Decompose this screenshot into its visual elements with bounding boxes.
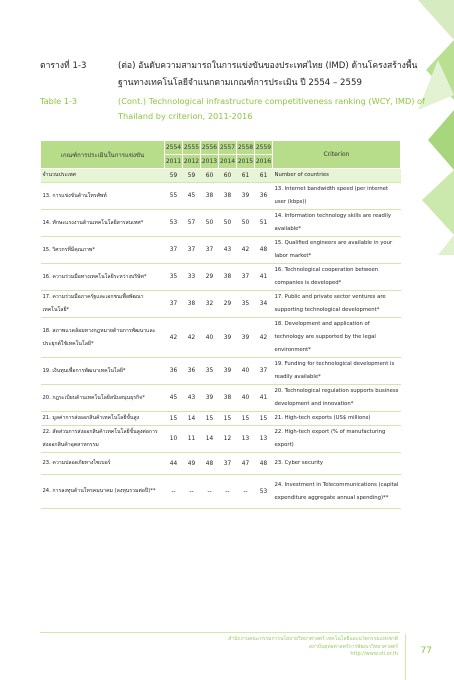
rank-cell: 45 — [183, 183, 201, 210]
rank-cell: 43 — [183, 385, 201, 412]
rank-cell: 36 — [165, 358, 183, 385]
table-row — [41, 318, 401, 358]
rank-cell: 57 — [183, 210, 201, 237]
criterion-thai-cell: 17. ความร่วมมือภาครัฐและเอกชนเพื่อพัฒนาเทคโนโลยี* — [41, 291, 165, 318]
table-number-english: Table 1-3 — [40, 96, 78, 106]
header-criterion-thai: เกณฑ์การประเมินในการแข่งขัน — [41, 141, 165, 169]
header-year-ce: 2015 — [237, 155, 255, 169]
rank-cell: 29 — [201, 264, 219, 291]
footer-line-2: สถาบันยุทธศาสตร์การพัฒนาวิทยาศาสตร์ — [308, 643, 398, 650]
criterion-thai-cell: 22. สัดส่วนการส่งออกสินค้าเทคโนโลยีขั้นสูงต่อการส่งออกสินค้าอุตสาหกรรม — [41, 426, 165, 453]
criterion-english-cell: 16. Technological cooperation between companies is developed* — [273, 264, 401, 291]
rank-cell: 36 — [183, 358, 201, 385]
rank-cell: 39 — [237, 318, 255, 358]
rank-cell: 50 — [201, 210, 219, 237]
rank-cell: 32 — [201, 291, 219, 318]
header-year-be: 2556 — [201, 141, 219, 155]
rank-cell: -- — [165, 475, 183, 509]
table-row — [41, 183, 401, 210]
rank-cell: 36 — [255, 183, 273, 210]
header-year-ce: 2014 — [219, 155, 237, 169]
rank-cell: 37 — [219, 453, 237, 475]
footer-url: http://www.sti.or.th — [350, 651, 398, 657]
header-year-be: 2559 — [255, 141, 273, 155]
rank-cell: 13 — [255, 426, 273, 453]
rank-cell: 39 — [219, 358, 237, 385]
header-year-be: 2555 — [183, 141, 201, 155]
rank-cell: 15 — [165, 412, 183, 426]
rank-cell: 49 — [183, 453, 201, 475]
rank-cell: 38 — [183, 291, 201, 318]
rank-cell: 40 — [201, 318, 219, 358]
decorative-triangles — [398, 0, 454, 255]
criterion-thai-cell: 24. การลงทุนด้านโทรคมนาคม (ลงทุนรวมต่อปี)** — [41, 475, 165, 509]
rank-cell: 40 — [237, 385, 255, 412]
rank-cell: 11 — [183, 426, 201, 453]
header-year-be: 2557 — [219, 141, 237, 155]
rank-cell: 14 — [183, 412, 201, 426]
rank-cell: 55 — [165, 183, 183, 210]
rank-cell: 50 — [219, 210, 237, 237]
rank-cell: 38 — [219, 385, 237, 412]
table-row — [41, 475, 401, 509]
table-body — [41, 169, 401, 509]
rank-cell: 13 — [237, 426, 255, 453]
rank-cell: 48 — [201, 453, 219, 475]
criterion-english-cell: 21. High-tech exports (US$ millions) — [273, 412, 401, 426]
table-row — [41, 210, 401, 237]
rank-cell: 51 — [255, 210, 273, 237]
rank-cell: 15 — [237, 412, 255, 426]
rank-cell: 45 — [165, 385, 183, 412]
table-row — [41, 412, 401, 426]
criterion-english-cell: 15. Qualified engineers are available in your labor market* — [273, 237, 401, 264]
table-row — [41, 453, 401, 475]
rank-cell: 42 — [165, 318, 183, 358]
criterion-english-cell: 13. Internet bandwidth speed (per internet user (kbps)) — [273, 183, 401, 210]
rank-cell: 33 — [183, 264, 201, 291]
table-row — [41, 264, 401, 291]
rank-cell: -- — [219, 475, 237, 509]
criterion-thai-cell: 21. มูลค่าการส่งออกสินค้าเทคโนโลยีขั้นสูง — [41, 412, 165, 426]
rank-cell: 37 — [165, 291, 183, 318]
table-number-thai: ตารางที่ 1-3 — [40, 61, 87, 71]
criterion-thai-cell: 23. ความปลอดภัยทางไซเบอร์ — [41, 453, 165, 475]
rank-cell: -- — [237, 475, 255, 509]
footer-line-1: สำนักงานคณะกรรมการนโยบายวิทยาศาสตร์ เทคโนโลยีและนวัตกรรมแห่งชาติ — [228, 636, 398, 642]
rank-cell: 53 — [255, 475, 273, 509]
rank-cell: 42 — [255, 318, 273, 358]
rank-cell: 15 — [255, 412, 273, 426]
rank-cell: 38 — [219, 264, 237, 291]
header-year-ce: 2012 — [183, 155, 201, 169]
page-number-box — [405, 634, 454, 680]
criterion-thai-cell: จำนวนประเทศ — [41, 169, 165, 183]
header-year-be: 2554 — [165, 141, 183, 155]
rank-cell: 15 — [201, 412, 219, 426]
rank-cell: 48 — [255, 453, 273, 475]
ranking-table — [40, 140, 401, 509]
table-caption-thai: (ต่อ) อันดับความสามารถในการแข่งขันของประเทศไทย (IMD) ด้านโครงสร้างพื้นฐานทางเทคโนโลยีจำแนกตามเกณฑ์การประเมิน ปี 2554 – 2559 — [118, 61, 418, 88]
rank-cell: 50 — [237, 210, 255, 237]
rank-cell: 61 — [255, 169, 273, 183]
criterion-thai-cell: 14. ทักษะแรงงานด้านเทคโนโลยีสารสนเทศ* — [41, 210, 165, 237]
criterion-english-cell: Number of countries — [273, 169, 401, 183]
page-number: 77 — [420, 646, 432, 656]
rank-cell: 12 — [219, 426, 237, 453]
rank-cell: 61 — [237, 169, 255, 183]
rank-cell: 37 — [255, 358, 273, 385]
rank-cell: 42 — [183, 318, 201, 358]
rank-cell: 59 — [183, 169, 201, 183]
rank-cell: 37 — [237, 264, 255, 291]
rank-cell: 48 — [255, 237, 273, 264]
footer-credits — [178, 636, 398, 659]
header-criterion-english: Criterion — [273, 141, 401, 169]
rank-cell: 38 — [201, 183, 219, 210]
criterion-thai-cell: 20. กฎระเบียบด้านเทคโนโลยีสนับสนุนธุรกิจ* — [41, 385, 165, 412]
rank-cell: 37 — [165, 237, 183, 264]
criterion-english-cell: 17. Public and private sector ventures are supporting technological development* — [273, 291, 401, 318]
rank-cell: 34 — [255, 291, 273, 318]
table-caption-english: (Cont.) Technological infrastructure competitiveness ranking (WCY, IMD) of Thailand by criterion, 2011-2016 — [118, 96, 425, 121]
criterion-english-cell: 18. Development and application of technology are supported by the legal environment* — [273, 318, 401, 358]
criterion-english-cell: 23. Cyber security — [273, 453, 401, 475]
criterion-thai-cell: 15. วิศวกรที่มีคุณภาพ* — [41, 237, 165, 264]
footer-divider — [40, 632, 400, 633]
rank-cell: 39 — [219, 318, 237, 358]
rank-cell: 60 — [219, 169, 237, 183]
header-year-ce: 2011 — [165, 155, 183, 169]
criterion-english-cell: 14. Information technology skills are readily available* — [273, 210, 401, 237]
rank-cell: 14 — [201, 426, 219, 453]
rank-cell: 53 — [165, 210, 183, 237]
rank-cell: 60 — [201, 169, 219, 183]
rank-cell: 42 — [237, 237, 255, 264]
criterion-english-cell: 20. Technological regulation supports business development and innovation* — [273, 385, 401, 412]
rank-cell: 44 — [165, 453, 183, 475]
table-row — [41, 426, 401, 453]
rank-cell: 38 — [219, 183, 237, 210]
criterion-english-cell: 19. Funding for technological development is readily available* — [273, 358, 401, 385]
rank-cell: 37 — [201, 237, 219, 264]
rank-cell: 29 — [219, 291, 237, 318]
rank-cell: 41 — [255, 385, 273, 412]
table-row — [41, 385, 401, 412]
header-year-ce: 2013 — [201, 155, 219, 169]
rank-cell: 10 — [165, 426, 183, 453]
table-row — [41, 169, 401, 183]
rank-cell: 47 — [237, 453, 255, 475]
criterion-thai-cell: 18. สภาพแวดล้อมทางกฎหมายด้านการพัฒนาและประยุกต์ใช้เทคโนโลยี* — [41, 318, 165, 358]
rank-cell: 41 — [255, 264, 273, 291]
rank-cell: 39 — [201, 385, 219, 412]
rank-cell: 59 — [165, 169, 183, 183]
rank-cell: 40 — [237, 358, 255, 385]
rank-cell: 35 — [237, 291, 255, 318]
header-year-be: 2558 — [237, 141, 255, 155]
rank-cell: 35 — [201, 358, 219, 385]
rank-cell: 39 — [237, 183, 255, 210]
rank-cell: 15 — [219, 412, 237, 426]
table-row — [41, 237, 401, 264]
table-row — [41, 358, 401, 385]
criterion-english-cell: 22. High-tech export (% of manufacturing export) — [273, 426, 401, 453]
criterion-english-cell: 24. Investment in Telecommunications (capital expenditure aggregate annual spending)** — [273, 475, 401, 509]
criterion-thai-cell: 13. การแข่งขันด้านโทรศัพท์ — [41, 183, 165, 210]
rank-cell: 37 — [183, 237, 201, 264]
criterion-thai-cell: 19. เงินทุนเพื่อการพัฒนาเทคโนโลยี* — [41, 358, 165, 385]
header-year-ce: 2016 — [255, 155, 273, 169]
rank-cell: 35 — [165, 264, 183, 291]
rank-cell: -- — [201, 475, 219, 509]
table-row — [41, 291, 401, 318]
rank-cell: 43 — [219, 237, 237, 264]
rank-cell: -- — [183, 475, 201, 509]
criterion-thai-cell: 16. ความร่วมมือทางเทคโนโลยีระหว่างบริษัท* — [41, 264, 165, 291]
